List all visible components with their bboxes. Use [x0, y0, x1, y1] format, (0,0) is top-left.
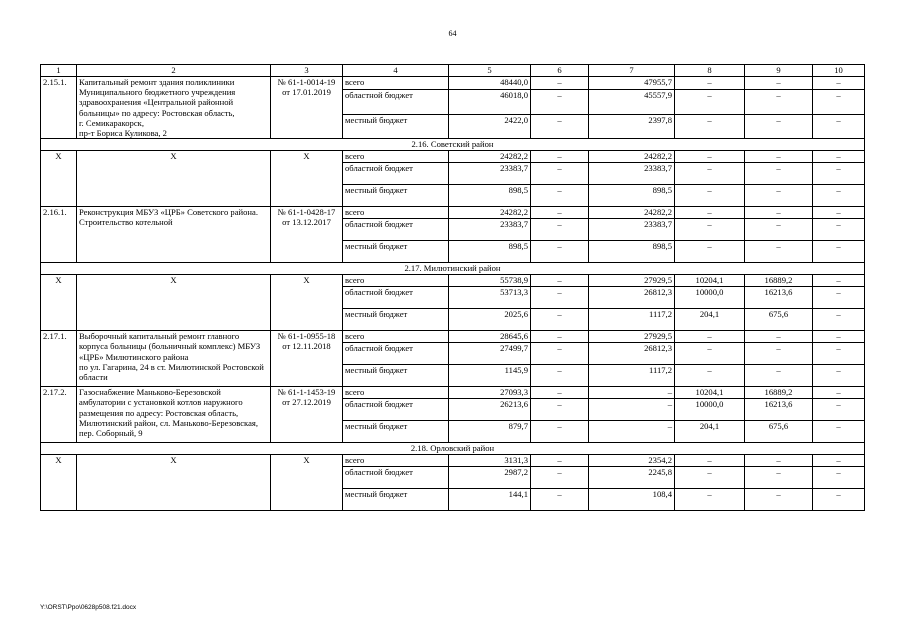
item-name: Капитальный ремонт здания поликлиники Муниципального бюджетного учреждения здравоохранения «Центральной районной больницы» по адресу: Ростовская область, г. Семикаракорск, пр-т Бориса Куликова, 2: [77, 77, 271, 139]
amount-col10: –: [813, 467, 865, 489]
amount-col9: –: [745, 207, 813, 219]
amount-col9: –: [745, 90, 813, 114]
table-row: [41, 151, 865, 163]
funding-source: всего: [343, 387, 449, 399]
header-cell: 3: [271, 65, 343, 77]
amount-col6: –: [531, 365, 589, 387]
funding-source: областной бюджет: [343, 163, 449, 185]
amount-total: 24282,2: [449, 151, 531, 163]
amount-col10: –: [813, 331, 865, 343]
funding-source: всего: [343, 455, 449, 467]
amount-col10: –: [813, 185, 865, 207]
amount-total: 2987,2: [449, 467, 531, 489]
header-cell: 2: [77, 65, 271, 77]
amount-col6: –: [531, 489, 589, 511]
amount-total: 48440,0: [449, 77, 531, 90]
section-row: [41, 139, 865, 151]
item-name: Выборочный капитальный ремонт главного корпуса больницы (больничный комплекс) МБУЗ «ЦРБ» Милютинского района по ул. Гагарина, 24 в ст. Милютинской Ростовской области: [77, 331, 271, 387]
header-cell: 10: [813, 65, 865, 77]
amount-col6: –: [531, 399, 589, 421]
amount-col6: –: [531, 331, 589, 343]
table-row: [41, 455, 865, 467]
amount-col6: –: [531, 421, 589, 443]
amount-col9: 675,6: [745, 309, 813, 331]
funding-source: всего: [343, 207, 449, 219]
funding-source: областной бюджет: [343, 467, 449, 489]
amount-col7: 45557,9: [589, 90, 675, 114]
amount-col10: –: [813, 90, 865, 114]
amount-col7: 2245,8: [589, 467, 675, 489]
amount-col8: –: [675, 455, 745, 467]
table-row: [41, 387, 865, 399]
amount-col9: –: [745, 365, 813, 387]
amount-col8: –: [675, 241, 745, 263]
funding-source: всего: [343, 77, 449, 90]
amount-col6: –: [531, 185, 589, 207]
amount-col8: –: [675, 114, 745, 138]
amount-total: 24282,2: [449, 207, 531, 219]
amount-col7: 24282,2: [589, 151, 675, 163]
amount-col9: –: [745, 241, 813, 263]
amount-col8: –: [675, 343, 745, 365]
amount-col7: 23383,7: [589, 163, 675, 185]
amount-col9: 16213,6: [745, 287, 813, 309]
expertise-document: Х: [271, 455, 343, 511]
amount-col10: –: [813, 365, 865, 387]
amount-total: 1145,9: [449, 365, 531, 387]
amount-col7: 26812,3: [589, 343, 675, 365]
expertise-document: № 61-1-0014-19 от 17.01.2019: [271, 77, 343, 139]
amount-col9: –: [745, 163, 813, 185]
amount-total: 28645,6: [449, 331, 531, 343]
amount-col6: –: [531, 467, 589, 489]
amount-col6: –: [531, 163, 589, 185]
amount-col7: 27929,5: [589, 275, 675, 287]
amount-col7: 898,5: [589, 185, 675, 207]
funding-source: всего: [343, 331, 449, 343]
item-number: 2.17.1.: [41, 331, 77, 387]
amount-col8: –: [675, 90, 745, 114]
amount-total: 898,5: [449, 185, 531, 207]
amount-total: 898,5: [449, 241, 531, 263]
page-number: 64: [448, 29, 457, 38]
funding-source: местный бюджет: [343, 241, 449, 263]
amount-col7: 2397,8: [589, 114, 675, 138]
funding-source: областной бюджет: [343, 343, 449, 365]
funding-source: областной бюджет: [343, 219, 449, 241]
amount-col6: –: [531, 114, 589, 138]
funding-source: местный бюджет: [343, 309, 449, 331]
funding-source: областной бюджет: [343, 90, 449, 114]
amount-col7: –: [589, 421, 675, 443]
item-name: Х: [77, 455, 271, 511]
amount-col9: –: [745, 343, 813, 365]
amount-col9: 675,6: [745, 421, 813, 443]
funding-source: местный бюджет: [343, 114, 449, 138]
item-number: Х: [41, 151, 77, 207]
amount-col10: –: [813, 455, 865, 467]
amount-col9: –: [745, 114, 813, 138]
amount-total: 2025,6: [449, 309, 531, 331]
amount-col6: –: [531, 455, 589, 467]
funding-source: областной бюджет: [343, 399, 449, 421]
amount-col8: –: [675, 467, 745, 489]
amount-col10: –: [813, 77, 865, 90]
amount-col8: –: [675, 331, 745, 343]
budget-table: [40, 64, 865, 511]
amount-col10: –: [813, 207, 865, 219]
amount-col6: –: [531, 275, 589, 287]
header-cell: 6: [531, 65, 589, 77]
amount-col10: –: [813, 151, 865, 163]
table-row: [41, 77, 865, 90]
amount-col6: –: [531, 151, 589, 163]
item-number: 2.16.1.: [41, 207, 77, 263]
section-row: [41, 263, 865, 275]
table-header-row: [41, 65, 865, 77]
amount-col9: 16889,2: [745, 275, 813, 287]
amount-col7: –: [589, 387, 675, 399]
header-cell: 8: [675, 65, 745, 77]
amount-col10: –: [813, 387, 865, 399]
amount-col10: –: [813, 163, 865, 185]
amount-col10: –: [813, 343, 865, 365]
funding-source: местный бюджет: [343, 421, 449, 443]
amount-col9: 16213,6: [745, 399, 813, 421]
amount-col6: –: [531, 387, 589, 399]
amount-col8: –: [675, 185, 745, 207]
funding-source: местный бюджет: [343, 489, 449, 511]
amount-col10: –: [813, 275, 865, 287]
amount-total: 46018,0: [449, 90, 531, 114]
amount-total: 26213,6: [449, 399, 531, 421]
amount-total: 2422,0: [449, 114, 531, 138]
section-title: 2.16. Советский район: [41, 139, 865, 151]
item-number: 2.15.1.: [41, 77, 77, 139]
header-cell: 7: [589, 65, 675, 77]
amount-col10: –: [813, 421, 865, 443]
amount-col6: –: [531, 241, 589, 263]
amount-col9: –: [745, 455, 813, 467]
amount-col10: –: [813, 399, 865, 421]
section-title: 2.17. Милютинский район: [41, 263, 865, 275]
amount-col8: 10000,0: [675, 287, 745, 309]
amount-col10: –: [813, 241, 865, 263]
item-name: Газоснабжение Маньково-Березовской амбулатории с установкой котлов наружного размещения по адресу: Ростовская область, Милютинский район, сл. Маньково-Березовская, пер. Соборный, 9: [77, 387, 271, 443]
amount-col6: –: [531, 207, 589, 219]
expertise-document: Х: [271, 151, 343, 207]
amount-col6: –: [531, 77, 589, 90]
amount-col8: –: [675, 163, 745, 185]
amount-col8: –: [675, 489, 745, 511]
amount-col7: 108,4: [589, 489, 675, 511]
item-name: Х: [77, 275, 271, 331]
item-number: 2.17.2.: [41, 387, 77, 443]
item-name: Х: [77, 151, 271, 207]
amount-col8: –: [675, 365, 745, 387]
amount-col9: –: [745, 77, 813, 90]
table-body: [41, 65, 865, 511]
amount-total: 27093,3: [449, 387, 531, 399]
amount-col9: –: [745, 219, 813, 241]
amount-col8: 10204,1: [675, 387, 745, 399]
item-number: Х: [41, 455, 77, 511]
table-row: [41, 207, 865, 219]
amount-total: 55738,9: [449, 275, 531, 287]
amount-col7: 1117,2: [589, 365, 675, 387]
header-cell: 1: [41, 65, 77, 77]
amount-col8: 204,1: [675, 421, 745, 443]
amount-col7: –: [589, 399, 675, 421]
amount-col6: –: [531, 343, 589, 365]
table-row: [41, 275, 865, 287]
section-row: [41, 443, 865, 455]
amount-total: 53713,3: [449, 287, 531, 309]
amount-col10: –: [813, 114, 865, 138]
expertise-document: № 61-1-0428-17 от 13.12.2017: [271, 207, 343, 263]
amount-col10: –: [813, 489, 865, 511]
amount-total: 23383,7: [449, 219, 531, 241]
amount-col6: –: [531, 287, 589, 309]
amount-col10: –: [813, 309, 865, 331]
amount-col6: –: [531, 309, 589, 331]
funding-source: всего: [343, 151, 449, 163]
amount-col8: 10000,0: [675, 399, 745, 421]
amount-total: 879,7: [449, 421, 531, 443]
expertise-document: № 61-1-0955-18 от 12.11.2018: [271, 331, 343, 387]
file-path-footer: Y:\ORST\Ppo\0628p508.f21.docx: [40, 604, 137, 611]
amount-col8: –: [675, 77, 745, 90]
amount-total: 23383,7: [449, 163, 531, 185]
amount-col8: –: [675, 151, 745, 163]
amount-col8: –: [675, 207, 745, 219]
amount-total: 27499,7: [449, 343, 531, 365]
amount-col7: 1117,2: [589, 309, 675, 331]
amount-total: 3131,3: [449, 455, 531, 467]
item-name: Реконструкция МБУЗ «ЦРБ» Советского района. Строительство котельной: [77, 207, 271, 263]
amount-col6: –: [531, 90, 589, 114]
amount-col7: 24282,2: [589, 207, 675, 219]
funding-source: местный бюджет: [343, 185, 449, 207]
amount-total: 144,1: [449, 489, 531, 511]
amount-col7: 47955,7: [589, 77, 675, 90]
amount-col9: –: [745, 185, 813, 207]
amount-col8: 204,1: [675, 309, 745, 331]
funding-source: областной бюджет: [343, 287, 449, 309]
amount-col10: –: [813, 219, 865, 241]
amount-col7: 23383,7: [589, 219, 675, 241]
amount-col9: –: [745, 331, 813, 343]
funding-source: всего: [343, 275, 449, 287]
amount-col9: –: [745, 467, 813, 489]
amount-col9: –: [745, 489, 813, 511]
header-cell: 5: [449, 65, 531, 77]
amount-col6: –: [531, 219, 589, 241]
amount-col8: –: [675, 219, 745, 241]
funding-source: местный бюджет: [343, 365, 449, 387]
item-number: Х: [41, 275, 77, 331]
section-title: 2.18. Орловский район: [41, 443, 865, 455]
expertise-document: № 61-1-1453-19 от 27.12.2019: [271, 387, 343, 443]
amount-col7: 26812,3: [589, 287, 675, 309]
amount-col8: 10204,1: [675, 275, 745, 287]
header-cell: 9: [745, 65, 813, 77]
expertise-document: Х: [271, 275, 343, 331]
amount-col7: 898,5: [589, 241, 675, 263]
amount-col7: 27929,5: [589, 331, 675, 343]
amount-col9: –: [745, 151, 813, 163]
amount-col10: –: [813, 287, 865, 309]
amount-col9: 16889,2: [745, 387, 813, 399]
header-cell: 4: [343, 65, 449, 77]
amount-col7: 2354,2: [589, 455, 675, 467]
table-row: [41, 331, 865, 343]
